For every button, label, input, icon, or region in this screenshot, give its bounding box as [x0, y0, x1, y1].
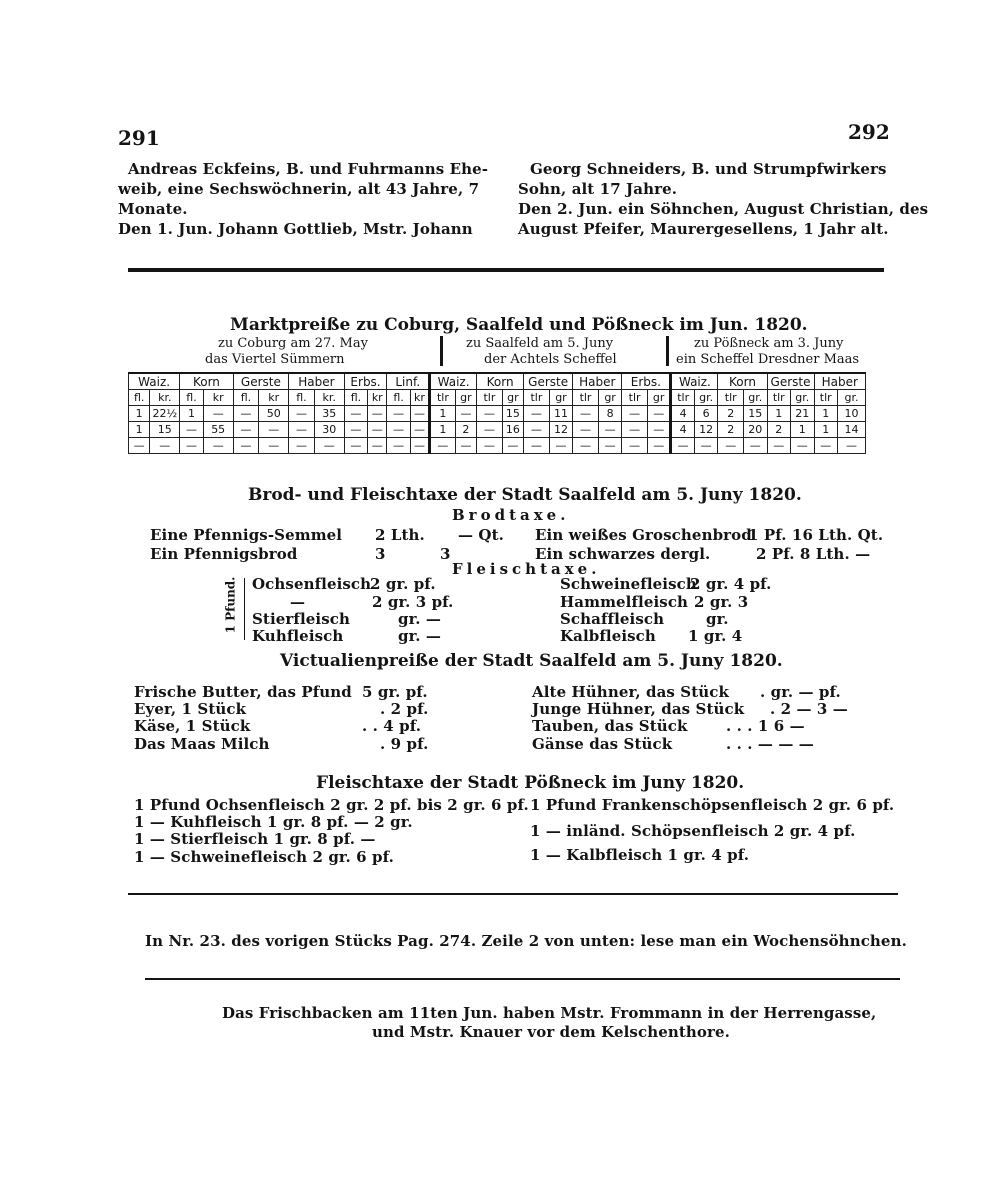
table-cell: Haber — [814, 373, 866, 390]
market-price-table — [128, 372, 866, 454]
table-cell: — — [314, 438, 344, 454]
table-cell: gr. — [694, 390, 717, 406]
table-cell: kr — [259, 390, 289, 406]
meat-item: Kuhfleisch — [252, 627, 344, 645]
section-separator — [440, 336, 443, 366]
table-cell: kr — [203, 390, 233, 406]
table-cell: — — [477, 422, 503, 438]
table-cell: Haber — [289, 373, 345, 390]
table-cell: — — [622, 422, 648, 438]
brod-value: — Qt. — [458, 526, 504, 544]
table-cell: — — [410, 438, 429, 454]
table-cell: — — [524, 438, 550, 454]
table-cell: 11 — [549, 406, 572, 422]
saalfeld-heading: zu Saalfeld am 5. Juny — [466, 336, 614, 351]
meat-item: Kalbfleisch — [560, 627, 656, 645]
table-cell: 10 — [837, 406, 865, 422]
victual-item: Käse, 1 Stück — [134, 717, 251, 735]
table-cell: kr — [368, 390, 387, 406]
table-cell: — — [344, 438, 367, 454]
table-cell: fl. — [387, 390, 410, 406]
table-cell: 2 — [718, 422, 744, 438]
poessneck-heading-sub: ein Scheffel Dresdner Maas — [676, 352, 860, 367]
table-cell: — — [622, 406, 648, 422]
table-group-header — [129, 373, 866, 390]
saalfeld-heading-sub: der Achtels Scheffel — [484, 352, 617, 367]
table-cell: 35 — [314, 406, 344, 422]
fleischtaxe-subheading: Fleischtaxe. — [452, 560, 601, 578]
victual-value: . . 4 pf. — [362, 717, 422, 735]
table-cell: 4 — [671, 406, 694, 422]
table-cell: — — [233, 422, 259, 438]
table-cell: 20 — [744, 422, 768, 438]
table-cell: kr. — [314, 390, 344, 406]
brod-value: 3 — [440, 545, 451, 563]
table-cell: — — [430, 438, 456, 454]
poessneck-line: 1 — Stierfleisch 1 gr. 8 pf. — — [134, 830, 376, 848]
table-cell: — — [791, 438, 814, 454]
meat-value: 2 gr. 4 pf. — [690, 575, 772, 593]
table-cell: fl. — [180, 390, 203, 406]
table-cell: tlr — [430, 390, 456, 406]
table-cell: — — [289, 422, 315, 438]
right-line: Sohn, alt 17 Jahre. — [518, 180, 678, 198]
table-cell: 2 — [455, 422, 476, 438]
table-cell: 6 — [694, 406, 717, 422]
table-cell: gr — [455, 390, 476, 406]
market-title: Marktpreiße zu Coburg, Saalfeld und Pößneck im Jun. 1820. — [230, 315, 808, 335]
brod-value: 3 — [375, 545, 386, 563]
table-cell: tlr — [573, 390, 599, 406]
victual-value: . 9 pf. — [380, 735, 429, 753]
right-line: Georg Schneiders, B. und Strumpfwirkers — [530, 160, 887, 178]
table-cell: fl. — [344, 390, 367, 406]
table-cell: — — [502, 438, 523, 454]
table-cell: — — [410, 422, 429, 438]
page-number-right: 292 — [848, 120, 890, 144]
meat-value: 2 gr. pf. — [370, 575, 436, 593]
table-cell: — — [477, 406, 503, 422]
table-cell: 2 — [718, 406, 744, 422]
left-line: weib, eine Sechswöchnerin, alt 43 Jahre, 7 — [118, 180, 480, 198]
table-cell: gr. — [837, 390, 865, 406]
table-cell: 1 — [791, 422, 814, 438]
table-row — [129, 406, 866, 422]
table-cell: 1 — [129, 422, 150, 438]
victualien-title: Victualienpreiße der Stadt Saalfeld am 5. Juny 1820. — [280, 651, 783, 671]
table-cell: — — [129, 438, 150, 454]
table-cell: 1 — [129, 406, 150, 422]
table-cell: 12 — [549, 422, 572, 438]
table-cell: 16 — [502, 422, 523, 438]
victual-value: . . . 1 6 — — [726, 717, 805, 735]
victual-item: Gänse das Stück — [532, 735, 673, 753]
divider — [128, 893, 898, 895]
table-cell: kr — [410, 390, 429, 406]
table-cell: fl. — [289, 390, 315, 406]
table-cell: — — [767, 438, 790, 454]
poessneck-line: 1 — Schweinefleisch 2 gr. 6 pf. — [134, 848, 394, 866]
table-cell: Waiz. — [671, 373, 718, 390]
table-cell: tlr — [814, 390, 837, 406]
table-cell: kr. — [150, 390, 180, 406]
table-cell: — — [233, 406, 259, 422]
meat-item: — — [290, 593, 306, 611]
table-cell: — — [180, 438, 203, 454]
table-cell: 22½ — [150, 406, 180, 422]
poessneck-heading: zu Pößneck am 3. Juny — [694, 336, 844, 351]
victual-item: Junge Hühner, das Stück — [532, 700, 745, 718]
table-cell: — — [744, 438, 768, 454]
meat-item: Schweinefleisch — [560, 575, 697, 593]
table-cell: — — [524, 406, 550, 422]
table-cell: — — [573, 406, 599, 422]
table-cell: Haber — [573, 373, 622, 390]
table-cell: 12 — [694, 422, 717, 438]
table-cell: gr. — [744, 390, 768, 406]
table-cell: tlr — [767, 390, 790, 406]
table-cell: 1 — [814, 406, 837, 422]
poessneck-title: Fleischtaxe der Stadt Pößneck im Juny 1820. — [316, 773, 745, 793]
table-cell: — — [344, 406, 367, 422]
victual-item: Alte Hühner, das Stück — [532, 683, 729, 701]
table-cell: — — [289, 438, 315, 454]
table-cell: tlr — [477, 390, 503, 406]
table-cell: — — [598, 422, 621, 438]
victual-value: . gr. — pf. — [760, 683, 841, 701]
left-line: Andreas Eckfeins, B. und Fuhrmanns Ehe- — [128, 160, 489, 178]
table-cell: Gerste — [233, 373, 289, 390]
table-cell: Linf. — [387, 373, 430, 390]
notice-line: und Mstr. Knauer vor dem Kelschenthore. — [372, 1023, 730, 1041]
meat-item: Schaffleisch — [560, 610, 665, 628]
table-cell: tlr — [622, 390, 648, 406]
meat-value: 2 gr. 3 pf. — [372, 593, 454, 611]
section-separator — [666, 336, 669, 366]
coburg-heading: zu Coburg am 27. May — [218, 336, 368, 351]
victual-item: Tauben, das Stück — [532, 717, 688, 735]
table-cell: — — [647, 422, 671, 438]
right-line: August Pfeifer, Maurergesellens, 1 Jahr alt. — [518, 220, 889, 238]
table-cell: 1 — [430, 422, 456, 438]
brod-value: 1 Pf. 16 Lth. Qt. — [748, 526, 884, 544]
table-cell: tlr — [671, 390, 694, 406]
victual-value: . 2 pf. — [380, 700, 429, 718]
table-cell: 30 — [314, 422, 344, 438]
table-cell: 8 — [598, 406, 621, 422]
victual-item: Frische Butter, das Pfund — [134, 683, 352, 701]
table-cell: Gerste — [767, 373, 814, 390]
table-cell: — — [387, 406, 410, 422]
table-cell: fl. — [129, 390, 150, 406]
meat-value: 1 gr. 4 — [688, 627, 743, 645]
brod-value: 2 Lth. — [375, 526, 425, 544]
table-cell: — — [455, 406, 476, 422]
unit-bracket — [224, 578, 245, 640]
table-cell: — — [368, 438, 387, 454]
table-cell: — — [718, 438, 744, 454]
brod-title: Brod- und Fleischtaxe der Stadt Saalfeld am 5. Juny 1820. — [248, 485, 802, 505]
brod-item: Eine Pfennigs-Semmel — [150, 526, 343, 544]
table-cell: Gerste — [524, 373, 573, 390]
table-cell: Waiz. — [129, 373, 180, 390]
table-cell: — — [180, 422, 203, 438]
table-cell: — — [368, 422, 387, 438]
table-cell: gr — [502, 390, 523, 406]
table-cell: gr — [598, 390, 621, 406]
table-cell: — — [259, 438, 289, 454]
table-cell: Korn — [718, 373, 767, 390]
table-cell: 15 — [150, 422, 180, 438]
table-cell: tlr — [524, 390, 550, 406]
brodtaxe-subheading: Brodtaxe. — [452, 506, 570, 524]
meat-value: 2 gr. 3 — [694, 593, 749, 611]
divider — [145, 978, 900, 980]
table-cell: 15 — [744, 406, 768, 422]
table-cell: Erbs. — [344, 373, 387, 390]
table-cell: — — [814, 438, 837, 454]
table-cell: — — [647, 406, 671, 422]
table-cell: — — [671, 438, 694, 454]
poessneck-line: 1 Pfund Ochsenfleisch 2 gr. 2 pf. bis 2 gr. 6 pf. — [134, 796, 529, 814]
meat-item: Hammelfleisch — [560, 593, 689, 611]
table-cell: 4 — [671, 422, 694, 438]
table-cell: 50 — [259, 406, 289, 422]
table-row — [129, 422, 866, 438]
table-cell: 1 — [814, 422, 837, 438]
victual-value: 5 gr. pf. — [362, 683, 428, 701]
brod-item: Ein Pfennigsbrod — [150, 545, 298, 563]
table-cell: Erbs. — [622, 373, 671, 390]
left-line: Monate. — [118, 200, 188, 218]
left-line: Den 1. Jun. Johann Gottlieb, Mstr. Johann — [118, 220, 473, 238]
notice-line: Das Frischbacken am 11ten Jun. haben Mstr. Frommann in der Herrengasse, — [222, 1004, 877, 1022]
table-cell: 1 — [767, 406, 790, 422]
meat-item: Stierfleisch — [252, 610, 350, 628]
table-cell: — — [410, 406, 429, 422]
table-cell: 55 — [203, 422, 233, 438]
table-cell: fl. — [233, 390, 259, 406]
victual-item: Das Maas Milch — [134, 735, 270, 753]
table-cell: tlr — [718, 390, 744, 406]
victual-value: . 2 — 3 — — [770, 700, 848, 718]
table-cell: — — [647, 438, 671, 454]
poessneck-line: 1 — Kalbfleisch 1 gr. 4 pf. — [530, 846, 750, 864]
table-cell: 15 — [502, 406, 523, 422]
poessneck-line: 1 — Kuhfleisch 1 gr. 8 pf. — 2 gr. — [134, 813, 413, 831]
victual-item: Eyer, 1 Stück — [134, 700, 247, 718]
meat-value: gr. — — [398, 610, 441, 628]
table-cell: — — [837, 438, 865, 454]
table-unit-row — [129, 390, 866, 406]
table-cell: — — [233, 438, 259, 454]
meat-value: gr. — — [398, 627, 441, 645]
table-cell: — — [549, 438, 572, 454]
table-cell: 14 — [837, 422, 865, 438]
victual-value: . . . — — — — [726, 735, 814, 753]
table-cell: Waiz. — [430, 373, 477, 390]
table-row — [129, 438, 866, 454]
table-cell: — — [455, 438, 476, 454]
divider-thick — [128, 268, 884, 272]
meat-value: gr. — [706, 610, 729, 628]
table-cell: gr — [647, 390, 671, 406]
table-cell: Korn — [477, 373, 524, 390]
table-cell: gr — [549, 390, 572, 406]
table-cell: — — [524, 422, 550, 438]
table-cell: — — [477, 438, 503, 454]
table-cell: — — [203, 406, 233, 422]
poessneck-line: 1 — inländ. Schöpsenfleisch 2 gr. 4 pf. — [530, 822, 856, 840]
table-cell: — — [622, 438, 648, 454]
table-cell: — — [368, 406, 387, 422]
unit-side-label: 1 Pfund. — [223, 576, 238, 634]
table-cell: — — [573, 438, 599, 454]
table-cell: — — [259, 422, 289, 438]
brod-value: 2 Pf. 8 Lth. — — [756, 545, 871, 563]
coburg-heading-sub: das Viertel Sümmern — [205, 352, 345, 367]
table-cell: 1 — [430, 406, 456, 422]
brod-item: Ein schwarzes dergl. — [535, 545, 711, 563]
table-cell: — — [387, 422, 410, 438]
page-number-left: 291 — [118, 126, 160, 150]
table-cell: — — [203, 438, 233, 454]
errata-note: In Nr. 23. des vorigen Stücks Pag. 274. Zeile 2 von unten: lese man ein Wochensöhnchen. — [145, 932, 907, 950]
table-cell: — — [387, 438, 410, 454]
table-cell: — — [150, 438, 180, 454]
table-cell: gr. — [791, 390, 814, 406]
poessneck-line: 1 Pfund Frankenschöpsenfleisch 2 gr. 6 pf. — [530, 796, 895, 814]
table-cell: — — [289, 406, 315, 422]
meat-item: Ochsenfleisch — [252, 575, 372, 593]
right-line: Den 2. Jun. ein Söhnchen, August Christian, des — [518, 200, 929, 218]
table-cell: — — [694, 438, 717, 454]
table-cell: — — [344, 422, 367, 438]
table-cell: — — [573, 422, 599, 438]
table-cell: 1 — [180, 406, 203, 422]
table-cell: Korn — [180, 373, 233, 390]
table-cell: 2 — [767, 422, 790, 438]
brod-item: Ein weißes Groschenbrod — [535, 526, 752, 544]
table-cell: — — [598, 438, 621, 454]
table-cell: 21 — [791, 406, 814, 422]
